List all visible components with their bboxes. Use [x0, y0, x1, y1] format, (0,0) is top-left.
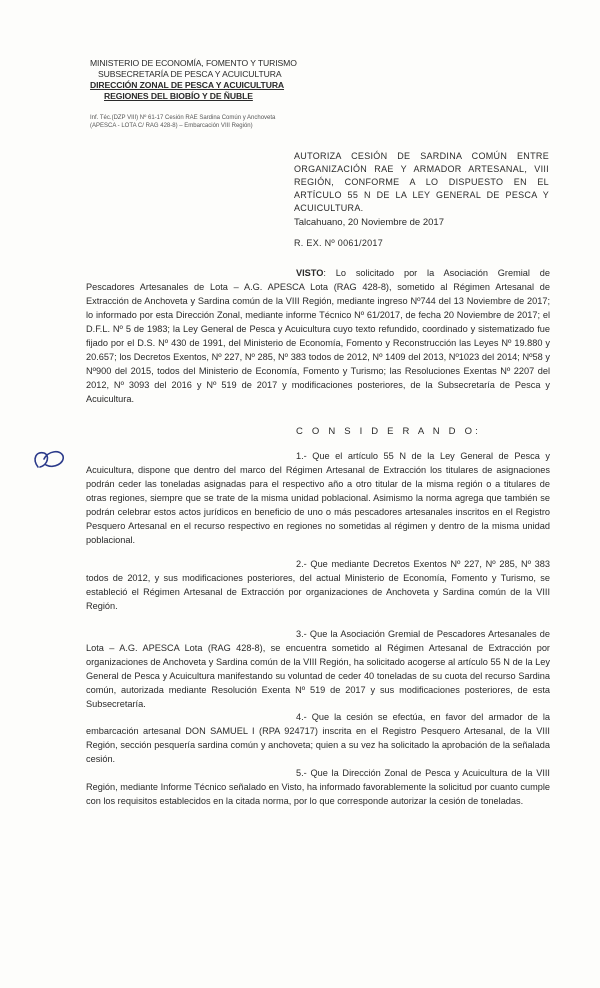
letterhead	[90, 58, 330, 102]
resolution-number: R. EX. Nº 0061/2017	[294, 238, 384, 248]
considerando-2	[86, 557, 550, 613]
paragraph-3: 3.- Que la Asociación Gremial de Pescadores Artesanales de Lota – A.G. APESCA Lota (RAG 428-8), se encuentra sometido al Régimen Artesanal de Extracción por organizaciones de Anchoveta y Sardina común de la VIII Región, ha solicitado acogerse al artículo 55 N de la Ley General de Pesca y Acuicultura manifestando su voluntad de ceder 40 toneladas de su cuota del recurso Sardina común, autorizada mediante Resolución Exenta Nº 519 de 2017 y sus modificaciones posteriores, de esta Subsecretaría.	[86, 629, 550, 709]
paragraph-2: 2.- Que mediante Decretos Exentos Nº 227, Nº 285, Nº 383 todos de 2012, y sus modificaciones posteriores, del actual Ministerio de Economía, Fomento y Turismo, se estableció el Régimen Artesanal de Extracción por organizaciones de Anchoveta y Sardina común de la VIII Región.	[86, 559, 550, 611]
considerando-4	[86, 710, 550, 766]
regiones-name: REGIONES DEL BIOBÍO Y DE ÑUBLE	[104, 91, 253, 101]
paragraph-4: 4.- Que la cesión se efectúa, en favor del armador de la embarcación artesanal DON SAMUEL I (RPA 924717) inscrita en el Registro Pesquero Artesanal, de la VIII Región, sección pesquería sardina común y anchoveta; quien a su vez ha solicitado la aprobación de la señalada cesión.	[86, 712, 550, 764]
reference-line-2: (APESCA - LOTA C/ RAG 428-8) – Embarcación VIII Región)	[90, 123, 253, 129]
considerando-1	[86, 449, 550, 547]
reference-block	[90, 114, 320, 130]
handwritten-mark-icon	[30, 447, 66, 473]
visto-section	[86, 266, 550, 406]
considerando-heading: C O N S I D E R A N D O:	[296, 426, 482, 437]
subsecretaria-name: SUBSECRETARÍA DE PESCA Y ACUICULTURA	[98, 69, 282, 79]
direccion-zonal-name: DIRECCIÓN ZONAL DE PESCA Y ACUICULTURA	[90, 80, 285, 90]
paragraph-5: 5.- Que la Dirección Zonal de Pesca y Acuicultura de la VIII Región, mediante Informe Técnico señalado en Visto, ha informado favorablemente la solicitud por cuanto cumple con los requisitos establecidos en la citada norma, por lo que corresponde autorizar la cesión de toneladas.	[86, 768, 550, 806]
visto-text: : Lo solicitado por la Asociación Gremial de Pescadores Artesanales de Lota – A.G. APESCA Lota (RAG 428-8), sometido al Régimen Artesanal de Extracción de Anchoveta y Sardina común de la VIII Región, mediante ingreso Nº744 del 13 Noviembre de 2017; lo informado por esta Dirección Zonal, mediante informe Técnico Nº 61/2017, de fecha 20 Noviembre de 2017; el D.F.L. Nº 5 de 1983; la Ley General de Pesca y Acuicultura cuyo texto refundido, coordinado y sistematizado fue fijado por el D.S. Nº 430 de 1991, del Ministerio de Economía, Fomento y Reconstrucción las Leyes Nº 19.880 y 20.657; los Decretos Exentos, Nº 227, Nº 285, Nº 383 todos de 2012, Nº 1409 del 2013, Nº1023 del 2014; Nº58 y Nº900 del 2015, todos del Ministerio de Economía, Fomento y Turismo; las Resoluciones Exentas Nº 2207 del 2012, Nº 3093 del 2016 y Nº 519 de 2017 y modificaciones posteriores, de la Subsecretaría de Pesca y Acuicultura.	[86, 268, 550, 404]
ministry-name: MINISTERIO DE ECONOMÍA, FOMENTO Y TURISMO	[90, 58, 297, 68]
considerando-3	[86, 627, 550, 711]
paragraph-1: 1.- Que el artículo 55 N de la Ley General de Pesca y Acuicultura, dispone que dentro del marco del Régimen Artesanal de Extracción los titulares de asignaciones podrán ceder las toneladas asignadas para el respectivo año a otro titular de la misma región o a titulares de otras regiones, siempre que se trate de la misma unidad poblacional. Asimismo la norma agrega que también se podrán celebrar estos actos jurídicos en beneficio de uno o más pescadores artesanales inscritos en el Registro Pesquero Artesanal en el recurso respectivo en regiones no sometidas al régimen y dentro de la misma unidad poblacional.	[86, 451, 550, 545]
resolution-date: Talcahuano, 20 Noviembre de 2017	[294, 217, 444, 228]
visto-label: VISTO	[296, 268, 324, 278]
reference-line-1: Inf. Téc.(DZP VIII) Nº 61-17 Cesión RAE Sardina Común y Anchoveta	[90, 115, 276, 121]
considerando-5	[86, 766, 550, 808]
resolution-title: AUTORIZA CESIÓN DE SARDINA COMÚN ENTRE ORGANIZACIÓN RAE Y ARMADOR ARTESANAL, VIII REGIÓN, CONFORME A LO DISPUESTO EN EL ARTÍCULO 55 N DE LA LEY GENERAL DE PESCA Y ACUICULTURA.	[294, 151, 549, 213]
